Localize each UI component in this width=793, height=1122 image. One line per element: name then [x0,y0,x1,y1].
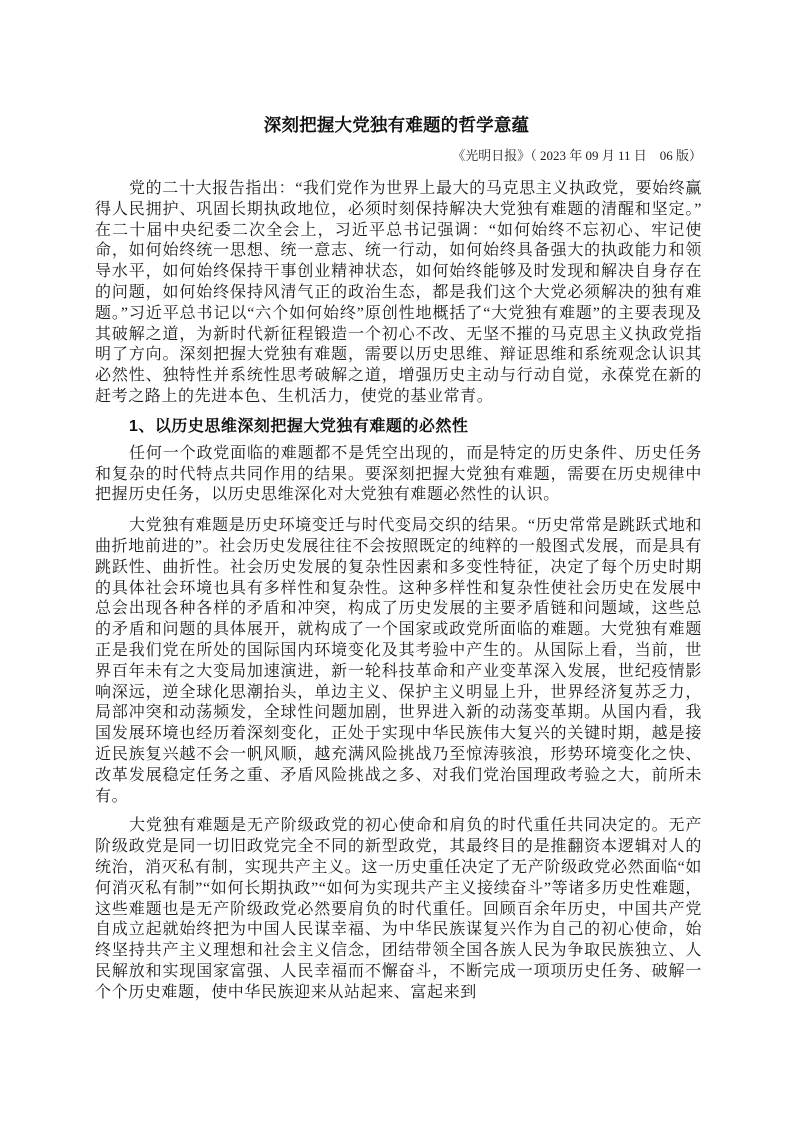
article-body [95,179,702,1003]
source-line: 《光明日报》（ 2023 年 09 月 11 日 06 版） [452,148,702,163]
article-title: 深刻把握大党独有难题的哲学意蕴 [263,115,530,135]
body-paragraph: 任何一个政党面临的难题都不是凭空出现的，而是特定的历史条件、历史任务和复杂的时代特点共同作用的结果。要深刻把握大党独有难题，需要在历史规律中把握历史任务，以历史思维深化对大党独有难题必然性的认识。 [95,444,702,504]
body-paragraph: 党的二十大报告指出：“我们党作为世界上最大的马克思主义执政党，要始终赢得人民拥护、巩固长期执政地位，必须时刻保持解决大党独有难题的清醒和坚定。”在二十届中央纪委二次全会上，习近平总书记强调：“如何始终不忘初心、牢记使命，如何始终统一思想、统一意志、统一行动，如何始终具备强大的执政能力和领导水平，如何始终保持干事创业精神状态，如何始终能够及时发现和解决自身存在的问题，如何始终保持风清气正的政治生态，都是我们这个大党必须解决的独有难题。”习近平总书记以“六个如何始终”原创性地概括了“大党独有难题”的主要表现及其破解之道，为新时代新征程锻造一个初心不改、无坚不摧的马克思主义执政党指明了方向。深刻把握大党独有难题，需要以历史思维、辩证思维和系统观念认识其必然性、独特性并系统性思考破解之道，增强历史主动与行动自觉，永葆党在新的赶考之路上的先进本色、生机活力，使党的基业常青。 [95,180,702,405]
section-heading: 1、以历史思维深刻把握大党独有难题的必然性 [129,417,469,435]
body-paragraph: 大党独有难题是历史环境变迁与时代变局交织的结果。“历史常常是跳跃式地和曲折地前进的”。社会历史发展往往不会按照既定的纯粹的一般图式发展，而是具有跳跃性、曲折性。社会历史发展的复杂性因素和多变性特征，决定了每个历史时期的具体社会环境也具有多样性和复杂性。这种多样性和复杂性使社会历史在发展中总会出现各种各样的矛盾和冲突，构成了历史发展的主要矛盾链和问题域，这些总的矛盾和问题的具体展开，就构成了一个国家或政党所面临的难题。大党独有难题正是我们党在所处的国际国内环境变化及其考验中产生的。从国际上看，当前，世界百年未有之大变局加速演进，新一轮科技革命和产业变革深入发展，世纪疫情影响深远，逆全球化思潮抬头，单边主义、保护主义明显上升，世界经济复苏乏力，局部冲突和动荡频发，全球性问题加剧，世界进入新的动荡变革期。从国内看，我国发展环境也经历着深刻变化，正处于实现中华民族伟大复兴的关键时期，越是接近民族复兴越不会一帆风顺，越充满风险挑战乃至惊涛骇浪，形势环境变化之快、改革发展稳定任务之重、矛盾风险挑战之多、对我们党治国理政考验之大，前所未有。 [95,517,702,805]
body-paragraph: 大党独有难题是无产阶级政党的初心使命和肩负的时代重任共同决定的。无产阶级政党是同一切旧政党完全不同的新型政党，其最终目的是推翻资本逻辑对人的统治，消灭私有制，实现共产主义。这一历史重任决定了无产阶级政党必然面临“如何消灭私有制”“如何长期执政”“如何为实现共产主义接续奋斗”等诸多历史性难题，这些难题也是无产阶级政党必然要肩负的时代重任。回顾百余年历史，中国共产党自成立起就始终把为中国人民谋幸福、为中华民族谋复兴作为自己的初心使命，始终坚持共产主义理想和社会主义信念，团结带领全国各族人民为争取民族独立、人民解放和实现国家富强、人民幸福而不懈奋斗，不断完成一项项历史任务、破解一个个历史难题，使中华民族迎来从站起来、富起来到 [95,817,702,1001]
